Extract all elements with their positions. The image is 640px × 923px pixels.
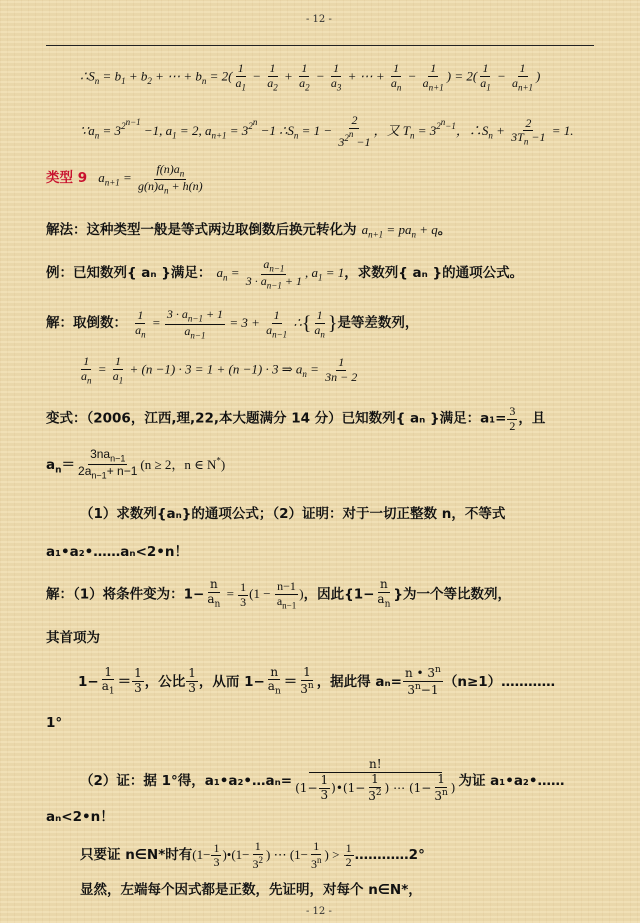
proof-suffix: 为证 a₁•a₂•……: [458, 773, 565, 790]
variant-mid: 满足：a₁=: [439, 410, 507, 427]
seq-braces-2: { aₙ }: [398, 265, 443, 282]
header-rule: [46, 45, 594, 46]
cong-text: ，从而 1−: [198, 673, 265, 690]
example-suffix: ，求数列: [344, 265, 399, 282]
proof-continue: aₙ<2•n！: [46, 809, 114, 825]
type-label: 类型 9: [46, 170, 88, 187]
formula-line-1: $\therefore S_n = b_1 + b_2$ + ⋯ + $b_n = 2$( $\frac{1}{a_1}$ − $\frac{1}{a_2}$ + $\frac{1}{a_2}$ − $\frac{1}{a_3}$ + ⋯ + $\frac{1}{a_n}$ − $\frac{1}{a_{n+1}}$ ) = 2( $\frac{1}{a_1}$ − $\frac{1}{a_{n+1}}$ ): [80, 61, 541, 93]
question-part: （1）求数列{aₙ}的通项公式；（2）证明：对于一切正整数 n，不等式: [80, 506, 506, 522]
mark-1: 1°: [46, 715, 63, 731]
ans-prefix: 解：（1）将条件变为：1−: [46, 586, 205, 603]
question-inequality: a₁•a₂•……aₙ<2•n！: [46, 544, 189, 560]
example-mid: 满足：: [170, 265, 212, 282]
example-prefix: 例：已知数列: [46, 265, 127, 282]
suffice-end: …………2°: [354, 846, 425, 863]
cond-text: （n≥1）…………: [443, 673, 556, 690]
first-term-line: 1− $\frac{1}{a_1}$ ＝ $\frac{1}{3}$ ，公比 $\frac{1}{3}$ ，从而 1− $\frac{n}{a_n}$ ＝ $\frac{1}{3^n}$ ，据此得 aₙ= $\frac{n • 3^n}{3^n-1}$ （n≥1）…………: [78, 664, 556, 697]
page-number-top: - 12 -: [306, 14, 332, 25]
seq-braces-3: { aₙ }: [395, 410, 440, 427]
answer-line: 解：（1）将条件变为：1− $\frac{n}{a_n}$ = $\frac{1}{3}$ (1 − $\frac{n-1}{a_{n-1}}$ )，因此{1− $\frac{n}{a_n}$ }为一个等比数列，: [46, 577, 511, 611]
last-line: 显然，左端每个因式都是正数，先证明，对每个 n∈N*，: [80, 882, 422, 898]
example-line: 例：已知数列{ aₙ }满足： $a_n$ = $\frac{a_{n-1}}{3 \cdot a_{n-1} + 1}$ , $a_1 = 1$，求数列{ aₙ }的通项公式。: [46, 257, 524, 291]
sol-prefix: 解：取倒数：: [46, 315, 127, 332]
first-term-label: 其首项为: [46, 630, 100, 646]
variant-prefix: 变式：（2006，江西,理,22,本大题满分 14 分）已知数列: [46, 410, 396, 427]
suffice-line: 只要证 n∈N*时有(1− $\frac{1}{3}$ )•(1− $\frac{1}{3^2}$ ) ⋯ (1− $\frac{1}{3^n}$ ) > $\frac{1}{2}$ …………2°: [80, 839, 425, 871]
variant-line: 变式：（2006，江西,理,22,本大题满分 14 分）已知数列{ aₙ }满足：a₁= $\frac{3}{2}$ ，且: [46, 404, 546, 433]
seq-braces: { aₙ }: [127, 265, 171, 282]
gen-text: ，据此得 aₙ=: [316, 673, 402, 690]
solution-reciprocal: 解：取倒数： $\frac{1}{a_n}$ = $\frac{3 \cdot a_{n-1} + 1}{a_{n-1}}$ = 3 + $\frac{1}{a_{n-1}}$ ∴{ $\frac{1}{a_n}$ }是等差数列，: [46, 307, 419, 341]
ans-mid: ，因此{1−: [303, 586, 375, 603]
formula-line-2: $\because a_n = 3^{2^{n-1}} -1$, $a_1 = 2$, $a_{n+1} = 3^{2^n} -1$ $\therefore S_n = 1$ − $\frac{2}{3^{2^n} -1}$ ，又 $T_n = 3^{2^n-1}$，$\therefore S_n$ + $\frac{2}{3T_n -1}$ = 1.: [80, 113, 574, 149]
page-number-bottom: - 12 -: [306, 906, 332, 917]
proof-line: （2）证：据 1°得，a₁•a₂•…aₙ= n! (1− $\frac{1}{3}$ )•(1− $\frac{1}{3^2}$ ) ⋯ (1− $\frac{1}{3^n}$ ) 为证 a₁•a₂•……: [80, 757, 565, 803]
proof-prefix: （2）证：据 1°得，a₁•a₂•…aₙ=: [80, 773, 293, 790]
ans-end: }为一个等比数列，: [393, 586, 511, 603]
variant-recurrence: $a_n=$ $\frac{3na_{n-1}}{2a_{n-1}+ n-1}$ (n ≥ 2，n ∈ N*): [46, 447, 226, 481]
sol-suffix: 是等差数列，: [337, 315, 419, 332]
solution-result: $\frac{1}{a_n}$ = $\frac{1}{a_1}$ + (n −1) · 3 = 1 + (n −1) · 3 ⇒ $a_n$ = $\frac{1}{3n - 2}$: [81, 354, 358, 386]
suffice-prefix: 只要证 n∈N*时有: [80, 846, 193, 863]
variant-end: ，且: [518, 410, 546, 427]
example-end: 的通项公式。: [442, 265, 524, 282]
solution-method: 解法：这种类型一般是等式两边取倒数后换元转化为 $a_{n+1} = pa_n + q$。: [46, 222, 452, 240]
ratio-text: ，公比: [144, 673, 186, 690]
type-9-heading: 类型 9 $a_{n+1}$ = $\frac{f(n)a_n}{g(n)a_n + h(n)}$: [46, 162, 203, 196]
solution-method-text: 解法：这种类型一般是等式两边取倒数后换元转化为: [46, 222, 357, 238]
